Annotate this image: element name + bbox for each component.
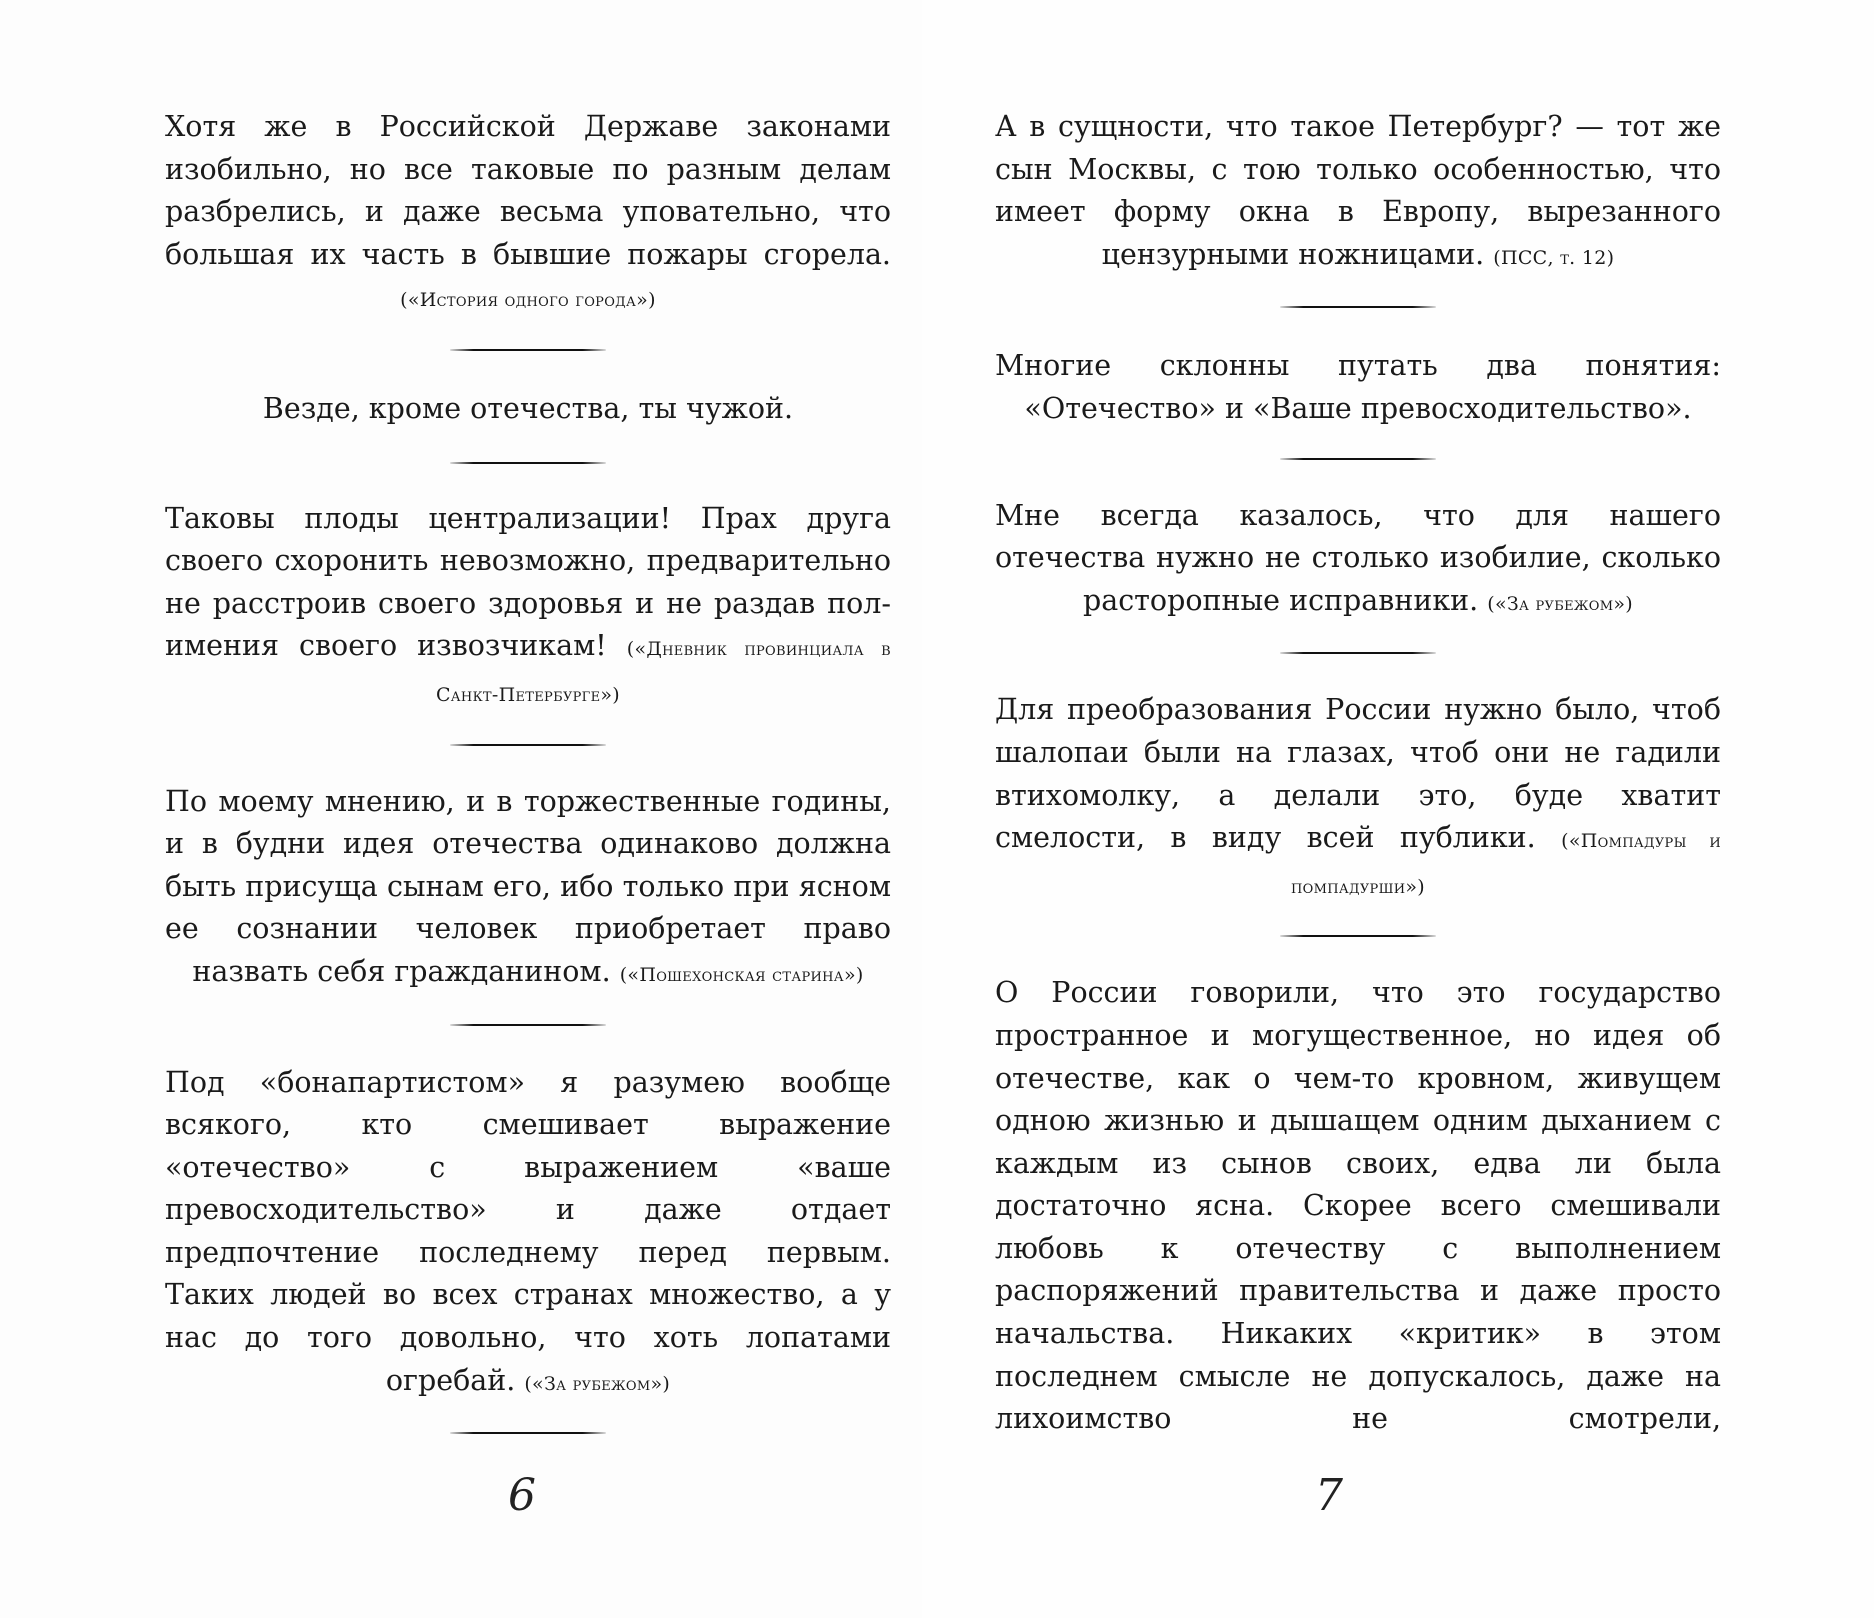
quote <box>995 495 1721 626</box>
quote-source: (ПСС, т. 12) <box>1493 246 1615 269</box>
quote-text: Для преобразования России нужно было, чтоб шалопаи были на глазах, чтоб они не гадили втихомолку, а делали это, буде хватит смелости, в виду всей публики. <box>995 693 1721 855</box>
quote-text: Хотя же в Российской Державе законами изобильно, но все таковые по разным делам разбрелись, и даже весьма уповательно, что большая их часть в бывшие пожары сгорела. <box>165 110 891 271</box>
quote <box>995 345 1721 430</box>
quote-text: Мне всегда казалось, что для нашего отечества нужно не столько изобилие, сколько расторопные исправники. <box>995 498 1721 617</box>
quote-source: («За рубежом») <box>524 1372 671 1395</box>
divider-rule <box>450 1432 606 1434</box>
quote <box>995 972 1721 1441</box>
left-page <box>0 0 922 1618</box>
divider-rule <box>450 744 606 746</box>
divider-rule <box>1280 306 1436 308</box>
quote-text: Под «бонапартистом» я разумею вообще всякого, кто смешивает выражение «отечество» с выражением «ваше превосходительство» и даже отдает предпочтение последнему перед первым. Таких людей во всех странах множество, а у нас до того довольно, что хоть лопатами огребай. <box>165 1065 891 1397</box>
quote-text: Многие склонны путать два понятия: «Отечество» и «Ваше превосходительство». <box>995 349 1721 425</box>
quote-source: («За рубежом») <box>1487 592 1634 615</box>
quote <box>165 388 891 431</box>
quote-source: («История одного города») <box>400 289 656 312</box>
divider-rule <box>1280 652 1436 654</box>
quote <box>165 781 891 997</box>
quote-text: А в сущности, что такое Петербург? — тот же сын Москвы, с тою только особенностью, что имеет форму окна в Европу, вырезанного цензурными ножницами. <box>995 110 1721 271</box>
divider-rule <box>450 462 606 464</box>
page-number: 7 <box>1315 1470 1343 1521</box>
quote-text: Везде, кроме отечества, ты чужой. <box>262 391 794 425</box>
right-text-column <box>995 106 1721 1441</box>
right-page <box>922 0 1874 1618</box>
quote-source: («Помпадуры и помпадурши») <box>1290 830 1721 898</box>
quote <box>995 689 1721 908</box>
quote-source: («Дневник провинциала в Санкт-Петербурге») <box>435 638 892 706</box>
left-text-column <box>165 106 891 1434</box>
quote-text: По моему мнению, и в торжественные годины, и в будни идея отечества одинаково должна быть присуща сынам его, ибо только при ясном ее сознании человек приобретает право назвать себя гражданином. <box>165 784 891 988</box>
quote-text: Таковы плоды централизации! Прах друга своего схоронить невозможно, предварительно не расстроив своего здоровья и не раздав пол-имения своего извозчикам! <box>165 501 891 663</box>
divider-rule <box>1280 458 1436 460</box>
divider-rule <box>1280 935 1436 937</box>
quote <box>165 1062 891 1406</box>
quote-text: О России говорили, что это государство пространное и могущественное, но идея об отечестве, как о чем-то кровном, живущем одною жизнью и дышащем одним дыханием с каждым из сынов своих, едва ли была достаточно ясна. Скорее всего смешивали любовь к отечеству с выполнением распоряжений правительства и даже просто начальства. Никаких «критик» в этом последнем смысле не допускалось, даже на лихоимство не смотрели, <box>995 976 1721 1436</box>
divider-rule <box>450 349 606 351</box>
quote <box>165 498 891 717</box>
quote-source: («Пошехонская старина») <box>619 963 864 986</box>
quote <box>995 106 1721 279</box>
page-number: 6 <box>508 1470 536 1521</box>
divider-rule <box>450 1024 606 1026</box>
quote <box>165 106 891 322</box>
